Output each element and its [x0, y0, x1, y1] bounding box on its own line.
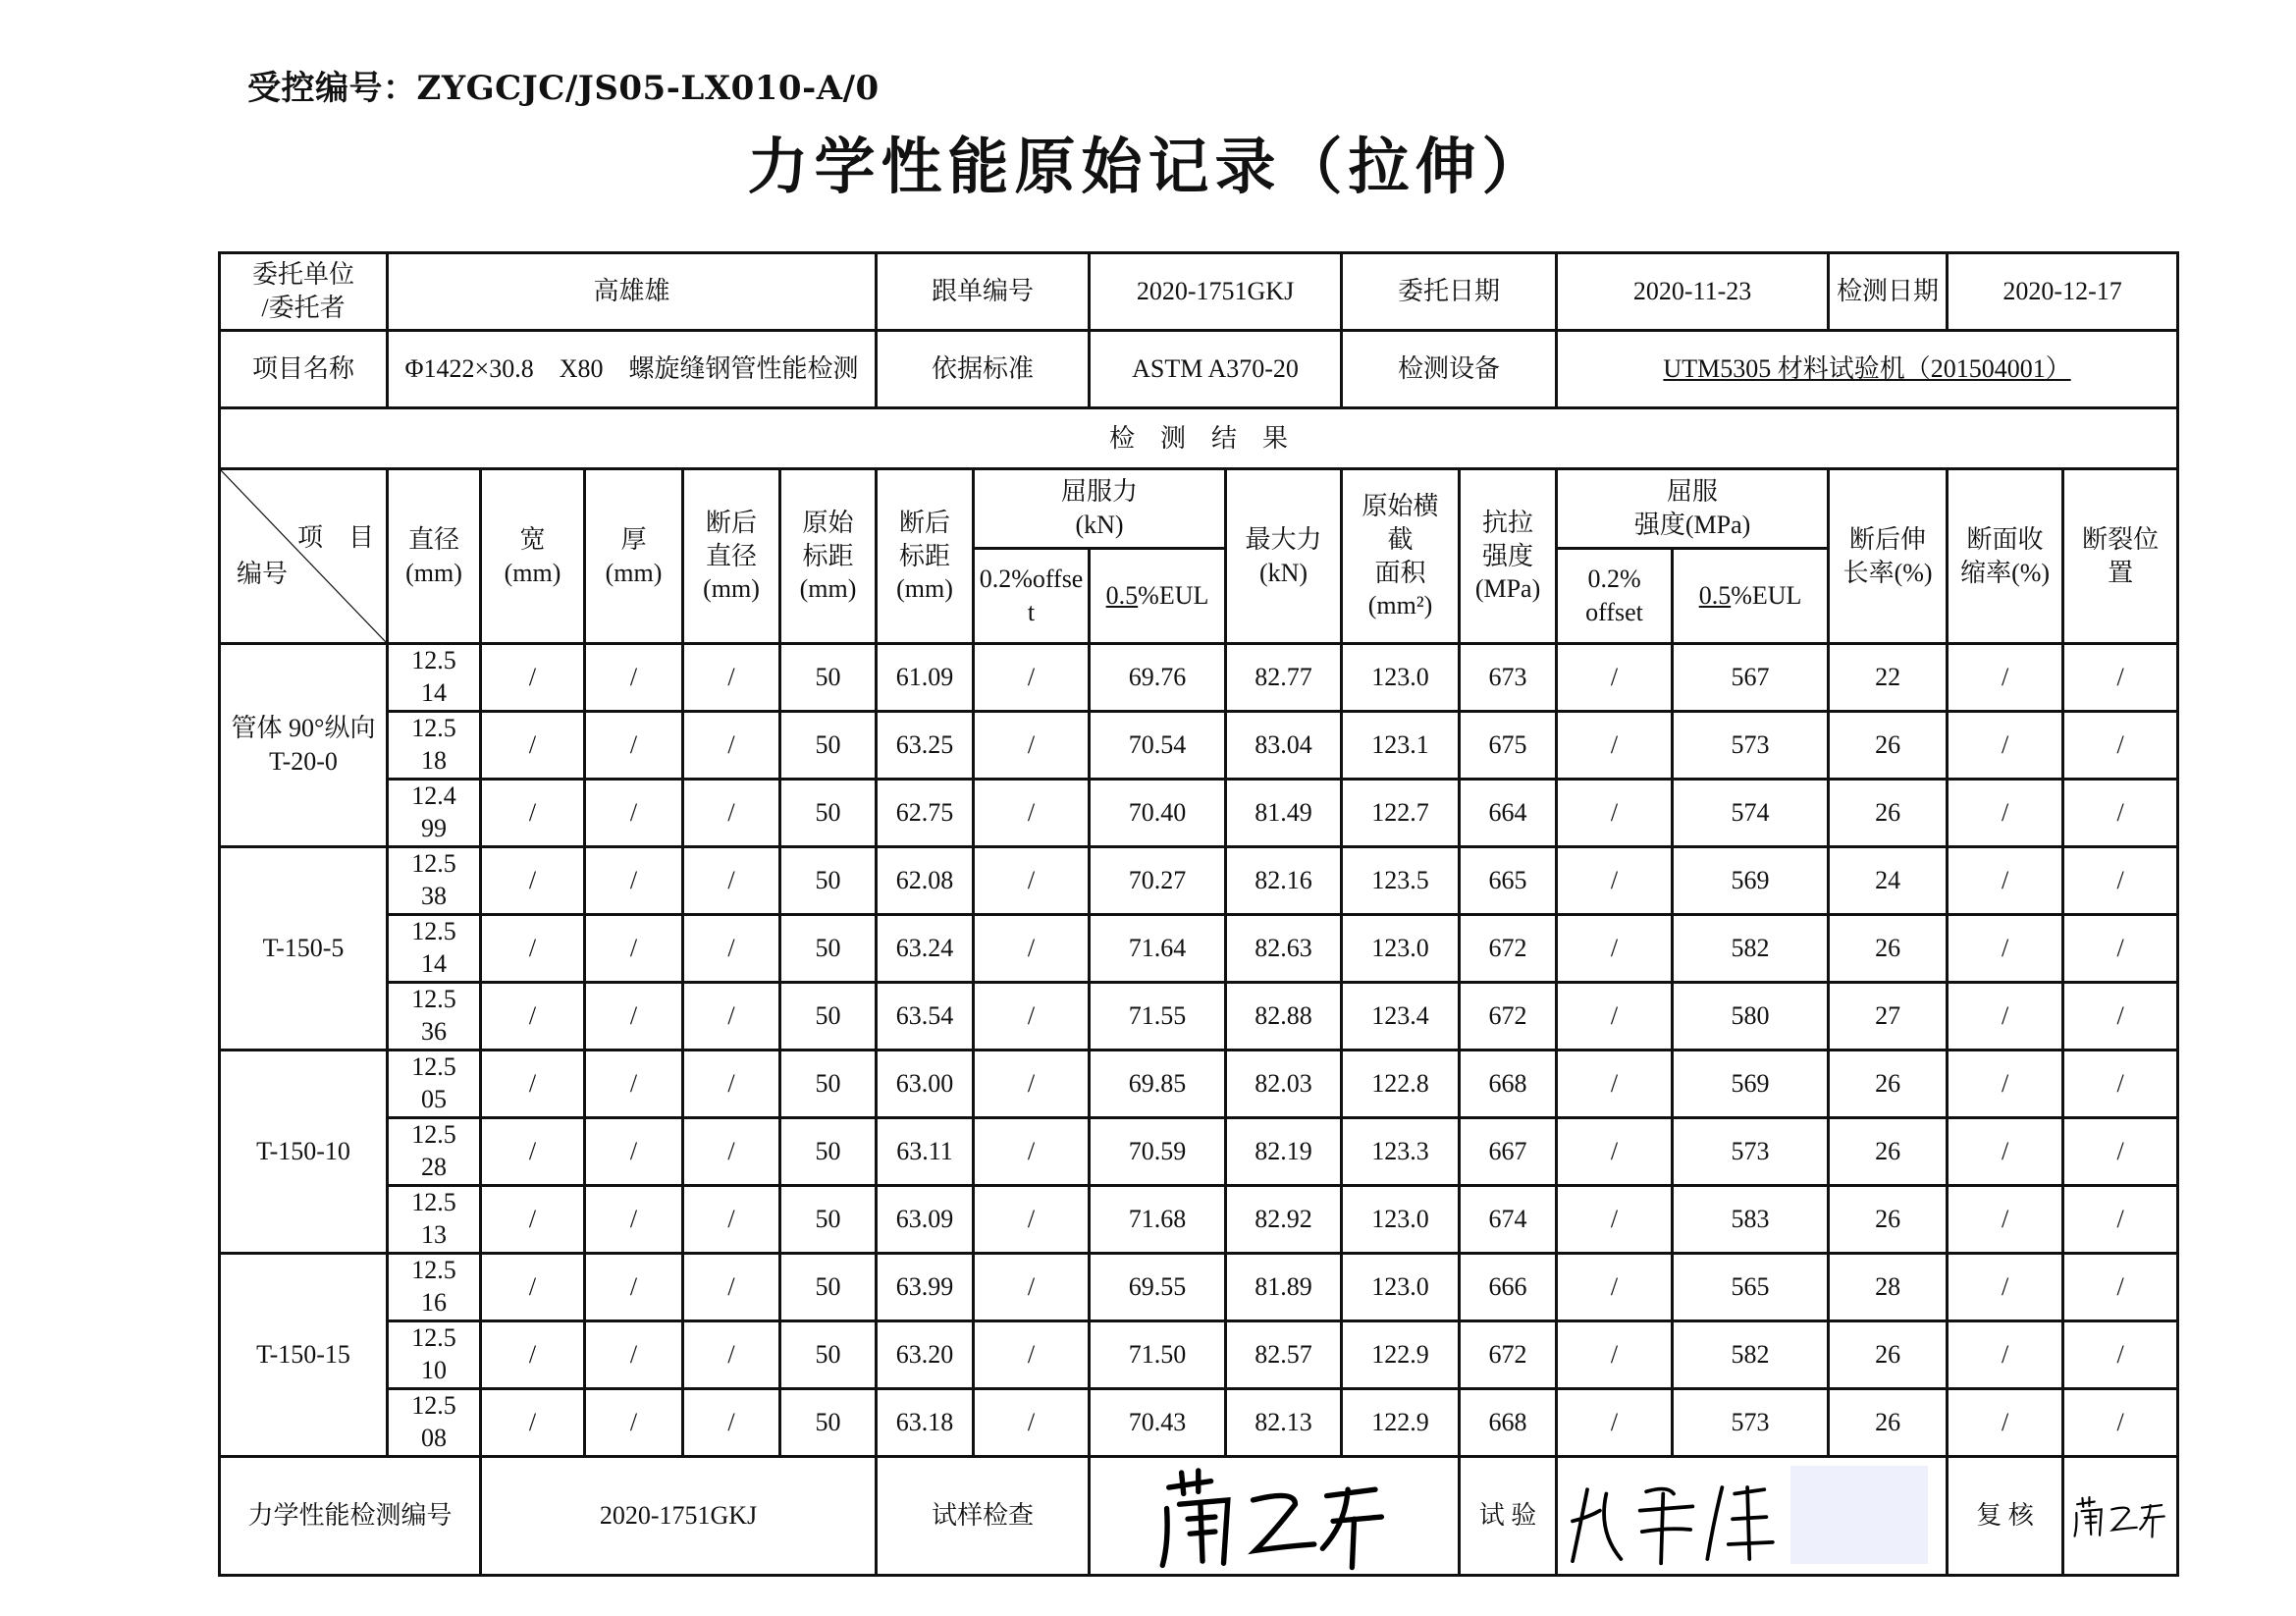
cell: 82.88	[1226, 983, 1342, 1050]
cell: 71.55	[1090, 983, 1226, 1050]
cell: /	[481, 712, 585, 780]
cell: 26	[1829, 1321, 1948, 1389]
cell: 69.85	[1090, 1050, 1226, 1118]
cell: /	[481, 644, 585, 712]
cell: 668	[1460, 1389, 1557, 1457]
post-diameter-header: 断后 直径 (mm)	[683, 469, 780, 644]
cell: 123.0	[1342, 1186, 1460, 1254]
cell: /	[683, 644, 780, 712]
group-name: T-150-5	[220, 847, 388, 1050]
cell: 71.64	[1090, 915, 1226, 983]
diameter-header: 直径 (mm)	[388, 469, 481, 644]
cell: 664	[1460, 780, 1557, 847]
cell-diameter: 12.518	[388, 712, 481, 780]
cell: 63.25	[877, 712, 974, 780]
cell: /	[2063, 1118, 2178, 1186]
cell-diameter: 12.538	[388, 847, 481, 915]
cell: /	[1948, 1254, 2063, 1321]
cell: 674	[1460, 1186, 1557, 1254]
cell: 70.43	[1090, 1389, 1226, 1457]
cell: /	[1557, 1321, 1673, 1389]
cell: 50	[780, 915, 877, 983]
cell: 26	[1829, 1118, 1948, 1186]
equipment-value: UTM5305 材料试验机（201504001）	[1557, 331, 2178, 408]
cell: 50	[780, 983, 877, 1050]
test-signature	[1557, 1457, 1948, 1576]
thickness-header: 厚 (mm)	[585, 469, 683, 644]
cell: /	[2063, 1389, 2178, 1457]
cell: /	[585, 712, 683, 780]
cell: 665	[1460, 847, 1557, 915]
cell: /	[683, 780, 780, 847]
equipment-label: 检测设备	[1342, 331, 1557, 408]
cell: 565	[1673, 1254, 1829, 1321]
cell: 26	[1829, 712, 1948, 780]
cell: 567	[1673, 644, 1829, 712]
cell: /	[1557, 644, 1673, 712]
test-date-label: 检测日期	[1829, 253, 1948, 331]
cell: 69.55	[1090, 1254, 1226, 1321]
cell-diameter: 12.528	[388, 1118, 481, 1186]
cell: /	[1557, 1186, 1673, 1254]
client-value: 高雄雄	[388, 253, 877, 331]
cell: /	[683, 1389, 780, 1457]
cell: /	[1557, 847, 1673, 915]
cell: /	[683, 1321, 780, 1389]
cell: 569	[1673, 847, 1829, 915]
mech-no-value: 2020-1751GKJ	[481, 1457, 877, 1576]
cell-diameter: 12.505	[388, 1050, 481, 1118]
group-name: T-150-10	[220, 1050, 388, 1254]
ys-eul-suffix: %EUL	[1731, 581, 1802, 611]
cell: 574	[1673, 780, 1829, 847]
cell: /	[585, 1321, 683, 1389]
cell: /	[481, 1050, 585, 1118]
cell: 123.4	[1342, 983, 1460, 1050]
cell: 50	[780, 1389, 877, 1457]
project-label: 项目名称	[220, 331, 388, 408]
yf-offset-header: 0.2%offset	[974, 549, 1090, 644]
reduction-header: 断面收 缩率(%)	[1948, 469, 2063, 644]
cell: 61.09	[877, 644, 974, 712]
post-gauge-header: 断后 标距 (mm)	[877, 469, 974, 644]
cell: /	[585, 847, 683, 915]
cell: 24	[1829, 847, 1948, 915]
cell: /	[974, 1050, 1090, 1118]
mech-no-label: 力学性能检测编号	[220, 1457, 481, 1576]
cell: /	[481, 983, 585, 1050]
entrust-date-value: 2020-11-23	[1557, 253, 1829, 331]
cell-diameter: 12.536	[388, 983, 481, 1050]
cell: 673	[1460, 644, 1557, 712]
cell: /	[1557, 712, 1673, 780]
sample-check-label: 试样检查	[877, 1457, 1090, 1576]
cell: 573	[1673, 1118, 1829, 1186]
tracking-value: 2020-1751GKJ	[1090, 253, 1342, 331]
cell: /	[974, 1321, 1090, 1389]
cell: /	[974, 780, 1090, 847]
item-header: 项 目	[297, 523, 375, 552]
tensile-header: 抗拉 强度 (MPa)	[1460, 469, 1557, 644]
cell-diameter: 12.513	[388, 1186, 481, 1254]
cell: /	[1557, 780, 1673, 847]
cell: 63.20	[877, 1321, 974, 1389]
cell: /	[1557, 1389, 1673, 1457]
cell-diameter: 12.499	[388, 780, 481, 847]
cell: 71.50	[1090, 1321, 1226, 1389]
cell: 63.09	[877, 1186, 974, 1254]
cell: /	[481, 1254, 585, 1321]
cell: 50	[780, 1118, 877, 1186]
cell: /	[2063, 983, 2178, 1050]
cell: /	[585, 1254, 683, 1321]
cell: 672	[1460, 1321, 1557, 1389]
cell: 50	[780, 1050, 877, 1118]
cell: /	[683, 847, 780, 915]
cell: /	[2063, 1321, 2178, 1389]
cell: 50	[780, 1321, 877, 1389]
cell: 573	[1673, 712, 1829, 780]
elongation-header: 断后伸 长率(%)	[1829, 469, 1948, 644]
cell: 82.16	[1226, 847, 1342, 915]
cell: 22	[1829, 644, 1948, 712]
cell: 123.0	[1342, 915, 1460, 983]
record-table	[218, 251, 2179, 1577]
cell: 70.59	[1090, 1118, 1226, 1186]
cell: /	[585, 644, 683, 712]
cell: 26	[1829, 1186, 1948, 1254]
cell: 672	[1460, 915, 1557, 983]
cell: 70.27	[1090, 847, 1226, 915]
cell: /	[481, 1186, 585, 1254]
cell: 62.08	[877, 847, 974, 915]
cell: /	[1948, 915, 2063, 983]
cell: /	[683, 712, 780, 780]
cell: 50	[780, 780, 877, 847]
signature-image	[2064, 1458, 2176, 1574]
yield-force-header: 屈服力 (kN)	[974, 469, 1226, 549]
cell: /	[974, 1254, 1090, 1321]
cell: 63.99	[877, 1254, 974, 1321]
cell: /	[1557, 1254, 1673, 1321]
group-name: T-150-15	[220, 1254, 388, 1457]
cell: 667	[1460, 1118, 1557, 1186]
ys-eul-header	[1673, 549, 1829, 644]
cell: 122.7	[1342, 780, 1460, 847]
yf-eul-header	[1090, 549, 1226, 644]
cell-diameter: 12.514	[388, 644, 481, 712]
group-name: 管体 90°纵向 T-20-0	[220, 644, 388, 847]
item-code-header	[220, 469, 388, 644]
yf-eul-value: 0.5	[1105, 581, 1139, 611]
area-header: 原始横 截 面积 (mm²)	[1342, 469, 1460, 644]
cell: 63.24	[877, 915, 974, 983]
cell-diameter: 12.510	[388, 1321, 481, 1389]
cell: 123.0	[1342, 644, 1460, 712]
cell: 70.54	[1090, 712, 1226, 780]
cell: /	[2063, 847, 2178, 915]
cell: 50	[780, 712, 877, 780]
cell: 583	[1673, 1186, 1829, 1254]
standard-label: 依据标准	[877, 331, 1090, 408]
cell: 26	[1829, 780, 1948, 847]
cell: /	[481, 1321, 585, 1389]
cell: 123.1	[1342, 712, 1460, 780]
cell: 82.13	[1226, 1389, 1342, 1457]
cell: 122.9	[1342, 1389, 1460, 1457]
cell: /	[1948, 1050, 2063, 1118]
cell: /	[1557, 1118, 1673, 1186]
cell: /	[2063, 644, 2178, 712]
document-title: 力学性能原始记录（拉伸）	[747, 131, 1549, 202]
cell: 81.89	[1226, 1254, 1342, 1321]
cell: 69.76	[1090, 644, 1226, 712]
cell: /	[585, 915, 683, 983]
control-number: 受控编号：ZYGCJC/JS05-LX010-A/0	[247, 69, 880, 108]
cell: /	[1557, 983, 1673, 1050]
cell: /	[2063, 915, 2178, 983]
cell: /	[683, 1186, 780, 1254]
yf-eul-suffix: %EUL	[1138, 581, 1209, 611]
cell: /	[1948, 983, 2063, 1050]
cell: 28	[1829, 1254, 1948, 1321]
max-force-header: 最大力 (kN)	[1226, 469, 1342, 644]
test-date-value: 2020-12-17	[1948, 253, 2178, 331]
cell: 675	[1460, 712, 1557, 780]
cell: 26	[1829, 1389, 1948, 1457]
sample-check-signature	[1090, 1457, 1460, 1576]
cell: 50	[780, 1254, 877, 1321]
cell: 50	[780, 847, 877, 915]
cell: 82.19	[1226, 1118, 1342, 1186]
cell: 122.8	[1342, 1050, 1460, 1118]
yield-strength-header: 屈服 强度(MPa)	[1557, 469, 1829, 549]
cell: 580	[1673, 983, 1829, 1050]
cell: 63.18	[877, 1389, 974, 1457]
client-label: 委托单位 /委托者	[220, 253, 388, 331]
cell: /	[683, 1050, 780, 1118]
cell: /	[1948, 1321, 2063, 1389]
cell: 123.0	[1342, 1254, 1460, 1321]
cell: 81.49	[1226, 780, 1342, 847]
cell: 63.11	[877, 1118, 974, 1186]
review-label: 复 核	[1948, 1457, 2063, 1576]
cell: 82.03	[1226, 1050, 1342, 1118]
ys-eul-value: 0.5	[1698, 581, 1732, 611]
cell: /	[2063, 712, 2178, 780]
cell: 582	[1673, 915, 1829, 983]
cell: /	[481, 1389, 585, 1457]
cell: /	[481, 780, 585, 847]
cell: /	[683, 915, 780, 983]
cell: /	[2063, 1254, 2178, 1321]
review-signature	[2063, 1457, 2178, 1576]
cell: 26	[1829, 1050, 1948, 1118]
ys-offset-header: 0.2% offset	[1557, 549, 1673, 644]
cell: /	[1948, 780, 2063, 847]
tracking-label: 跟单编号	[877, 253, 1090, 331]
cell: 70.40	[1090, 780, 1226, 847]
cell: 123.5	[1342, 847, 1460, 915]
cell: /	[974, 1118, 1090, 1186]
cell: 26	[1829, 915, 1948, 983]
cell: /	[585, 1118, 683, 1186]
cell: 82.57	[1226, 1321, 1342, 1389]
width-header: 宽 (mm)	[481, 469, 585, 644]
cell: 123.3	[1342, 1118, 1460, 1186]
cell: /	[481, 1118, 585, 1186]
project-value: Φ1422×30.8 X80 螺旋缝钢管性能检测	[388, 331, 877, 408]
orig-gauge-header: 原始 标距 (mm)	[780, 469, 877, 644]
cell: /	[1948, 1389, 2063, 1457]
standard-value: ASTM A370-20	[1090, 331, 1342, 408]
cell: /	[2063, 1050, 2178, 1118]
cell: 83.04	[1226, 712, 1342, 780]
cell: /	[585, 983, 683, 1050]
fracture-header: 断裂位 置	[2063, 469, 2178, 644]
results-heading: 检 测 结 果	[220, 408, 2178, 469]
cell: /	[1948, 644, 2063, 712]
cell: 71.68	[1090, 1186, 1226, 1254]
cell: /	[1948, 1186, 2063, 1254]
cell-diameter: 12.514	[388, 915, 481, 983]
cell: /	[974, 1186, 1090, 1254]
cell: /	[481, 847, 585, 915]
cell-diameter: 12.516	[388, 1254, 481, 1321]
cell: 82.77	[1226, 644, 1342, 712]
cell: /	[683, 983, 780, 1050]
cell: /	[585, 1389, 683, 1457]
cell: 50	[780, 1186, 877, 1254]
cell: 82.92	[1226, 1186, 1342, 1254]
cell: /	[2063, 780, 2178, 847]
cell: /	[1557, 1050, 1673, 1118]
cell: 672	[1460, 983, 1557, 1050]
cell: 82.63	[1226, 915, 1342, 983]
cell: /	[1948, 1118, 2063, 1186]
cell: 569	[1673, 1050, 1829, 1118]
cell: /	[585, 1186, 683, 1254]
cell: /	[585, 1050, 683, 1118]
cell: /	[1948, 712, 2063, 780]
cell: /	[974, 1389, 1090, 1457]
cell: /	[1948, 847, 2063, 915]
cell-diameter: 12.508	[388, 1389, 481, 1457]
cell: /	[1557, 915, 1673, 983]
cell: /	[974, 847, 1090, 915]
cell: 63.54	[877, 983, 974, 1050]
cell: 27	[1829, 983, 1948, 1050]
cell: /	[481, 915, 585, 983]
cell: /	[585, 780, 683, 847]
cell: /	[683, 1118, 780, 1186]
cell: 50	[780, 644, 877, 712]
cell: /	[2063, 1186, 2178, 1254]
cell: /	[683, 1254, 780, 1321]
cell: /	[974, 983, 1090, 1050]
test-label: 试 验	[1460, 1457, 1557, 1576]
cell: /	[974, 712, 1090, 780]
cell: 63.00	[877, 1050, 974, 1118]
cell: 122.9	[1342, 1321, 1460, 1389]
redaction-box	[1790, 1466, 1928, 1564]
entrust-date-label: 委托日期	[1342, 253, 1557, 331]
cell: 582	[1673, 1321, 1829, 1389]
code-header: 编号	[237, 560, 289, 589]
cell: /	[974, 915, 1090, 983]
cell: 666	[1460, 1254, 1557, 1321]
cell: 62.75	[877, 780, 974, 847]
cell: 573	[1673, 1389, 1829, 1457]
cell: /	[974, 644, 1090, 712]
cell: 668	[1460, 1050, 1557, 1118]
signature-image	[1091, 1458, 1458, 1574]
